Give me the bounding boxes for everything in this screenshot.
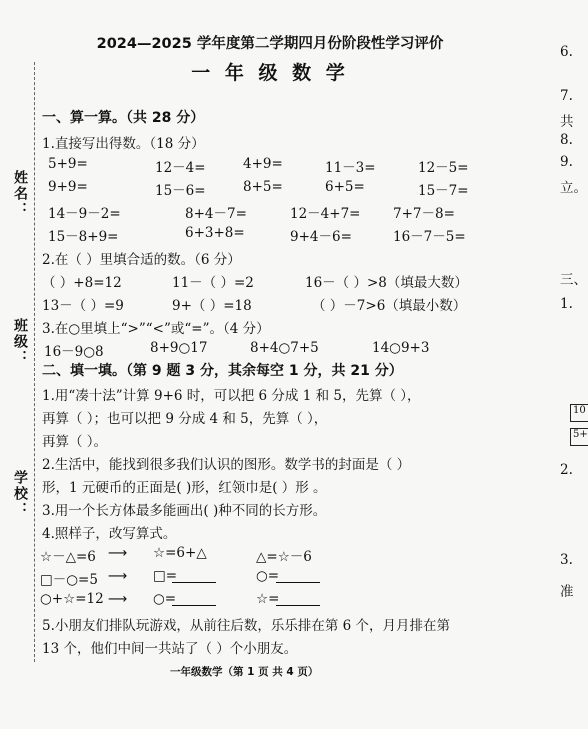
s2-q1-line-1: 1.用“凑十法”计算 9+6 时，可以把 6 分成 1 和 5，先算（ ），: [42, 388, 421, 404]
s2-q4-label: 4.照样子，改写算式。: [42, 526, 177, 542]
calc-item: 14－9－2=: [48, 206, 121, 222]
calc-item: 16－7－5=: [393, 229, 466, 245]
calc-item: 11－3=: [325, 160, 376, 176]
calc-item: 6+5=: [325, 179, 365, 195]
answer-blank[interactable]: [172, 570, 216, 583]
s2-q1-line-3: 再算（ ）。: [42, 434, 108, 450]
right-fragment: 6.: [560, 44, 573, 60]
side-label-class: 班级：: [12, 318, 28, 366]
exam-subtitle: 一 年 级 数 学: [191, 62, 349, 84]
fill-item: 9+（ ）=18: [172, 298, 252, 314]
q1-row-4: [0, 225, 540, 243]
pattern-item: ☆=: [256, 591, 280, 607]
fill-item: 16－（ ）>8（填最大数）: [305, 275, 468, 291]
q2-label: 2.在（ ）里填合适的数。（6 分）: [42, 252, 241, 268]
arrow-right-icon: ⟶: [108, 545, 128, 561]
pattern-item: △=☆－6: [256, 549, 312, 565]
pattern-item: □－○=5: [40, 572, 98, 588]
right-fragment: 三、: [560, 272, 587, 288]
arrow-right-icon: ⟶: [108, 591, 128, 607]
pattern-item: ☆=6+△: [153, 545, 207, 561]
right-fragment: 8.: [560, 132, 573, 148]
q4-row-3: [0, 591, 540, 609]
calc-item: 15－7=: [418, 183, 469, 199]
calc-item: 12－4=: [155, 160, 206, 176]
q2-row-2: [0, 294, 540, 312]
q1-row-3: [0, 202, 540, 220]
calc-item: 12－5=: [418, 160, 469, 176]
q1-label: 1.直接写出得数。（18 分）: [42, 136, 205, 152]
calc-item: 9+4－6=: [290, 229, 352, 245]
answer-blank[interactable]: [172, 593, 216, 606]
s2-q5-line-2: 13 个，他们中间一共站了（ ）个小朋友。: [42, 641, 298, 657]
fill-item: （ ）－7>6（填最小数）: [312, 298, 467, 314]
pattern-item: □=: [153, 568, 178, 584]
fill-item: 13－（ ）=9: [42, 298, 124, 314]
right-fragment: 共: [560, 114, 574, 130]
calc-item: 15－6=: [155, 183, 206, 199]
calc-item: 8+5=: [243, 179, 283, 195]
s2-q1-line-2: 再算（ ）；也可以把 9 分成 4 和 5，先算（ ），: [42, 411, 328, 427]
s2-q2-line-1: 2.生活中，能找到很多我们认识的图形。数学书的封面是（ ）: [42, 457, 411, 473]
side-label-name: 姓名：: [12, 170, 28, 218]
right-fragment: 1.: [560, 296, 573, 312]
right-fragment: 2.: [560, 462, 573, 478]
compare-item: 16－9○8: [44, 344, 104, 360]
calc-item: 15－8+9=: [48, 229, 119, 245]
right-fragment-box: 10: [570, 404, 588, 422]
s2-q3-line: 3.用一个长方体最多能画出( )种不同的长方形。: [42, 503, 327, 519]
answer-blank[interactable]: [276, 593, 320, 606]
calc-item: 4+9=: [243, 156, 283, 172]
right-fragment: 9.: [560, 154, 573, 170]
q3-label: 3.在○里填上“>”“<”或“=”。（4 分）: [42, 321, 270, 337]
compare-item: 14○9+3: [372, 340, 430, 356]
q1-row-2: [0, 179, 540, 197]
q4-row-1: [0, 545, 540, 563]
section2-heading: 二、填一填。（第 9 题 3 分，其余每空 1 分，共 21 分）: [42, 363, 403, 379]
right-fragment: 7.: [560, 88, 573, 104]
pattern-item: ○=: [256, 568, 280, 584]
pattern-item: ○=: [153, 591, 177, 607]
right-fragment: 立。: [560, 180, 587, 196]
s2-q2-line-2: 形，1 元硬币的正面是( )形，红领巾是( ）形 。: [42, 480, 327, 496]
calc-item: 5+9=: [48, 156, 88, 172]
right-fragment: 准: [560, 584, 574, 600]
arrow-right-icon: ⟶: [108, 568, 128, 584]
exam-title: 2024—2025 学年度第二学期四月份阶段性学习评价: [96, 36, 444, 52]
calc-item: 12－4+7=: [290, 206, 361, 222]
compare-item: 8+9○17: [150, 340, 208, 356]
s2-q5-line-1: 5.小朋友们排队玩游戏，从前往后数，乐乐排在第 6 个，月月排在第: [42, 618, 451, 634]
right-fragment-box: 5+: [570, 428, 588, 446]
q2-row-1: [0, 271, 540, 289]
pattern-item: ○+☆=12: [40, 591, 104, 607]
fill-item: 11－（ ）=2: [172, 275, 254, 291]
q3-row: [0, 340, 540, 358]
q4-row-2: [0, 568, 540, 586]
page-footer: 一年级数学（第 1 页 共 4 页）: [170, 666, 319, 678]
side-label-school: 学校：: [12, 470, 28, 518]
section1-heading: 一、算一算。（共 28 分）: [42, 110, 205, 126]
right-fragment: 3.: [560, 552, 573, 568]
q1-row-1: [0, 156, 540, 174]
calc-item: 6+3+8=: [185, 225, 245, 241]
answer-blank[interactable]: [276, 570, 320, 583]
fill-item: （ ）+8=12: [42, 275, 122, 291]
calc-item: 8+4－7=: [185, 206, 247, 222]
compare-item: 8+4○7+5: [250, 340, 319, 356]
pattern-item: ☆－△=6: [40, 549, 96, 565]
calc-item: 7+7－8=: [393, 206, 455, 222]
calc-item: 9+9=: [48, 179, 88, 195]
